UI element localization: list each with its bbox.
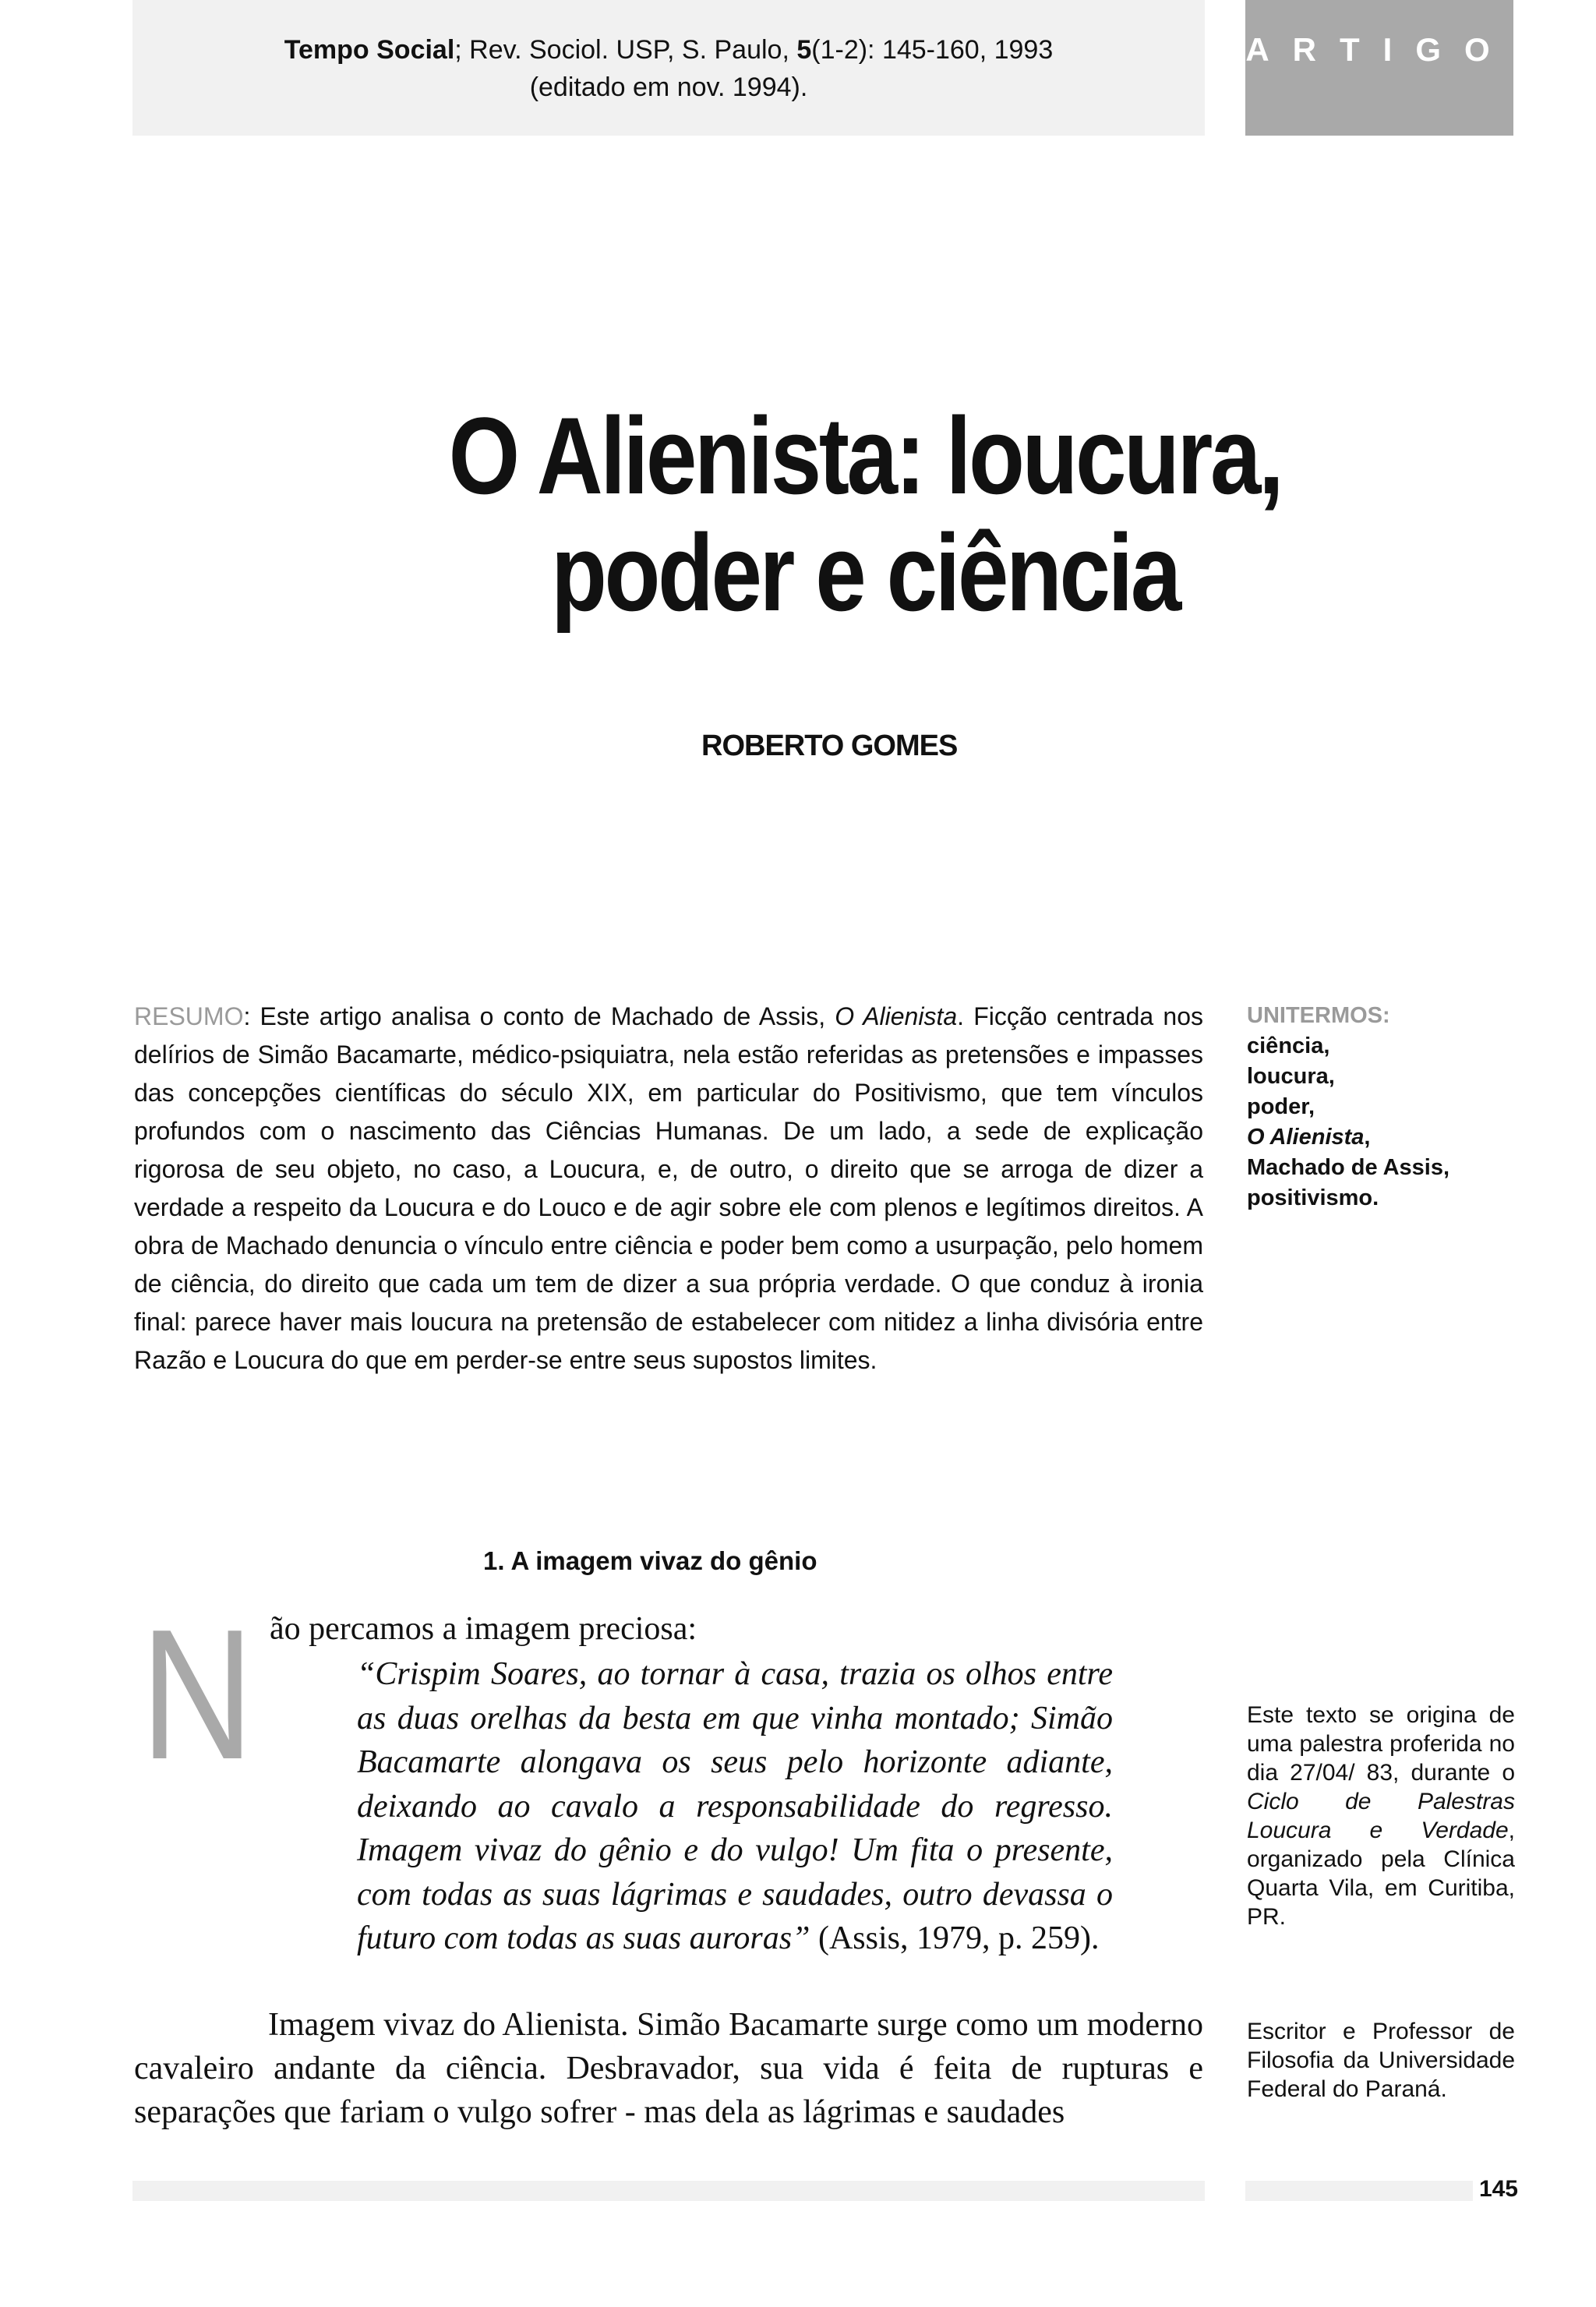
sidenote-origin-end: , organizado pela Clínica Quarta Vila, em Curitiba, PR.: [1247, 1818, 1515, 1930]
section-heading: 1. A imagem vivaz do gênio: [483, 1546, 817, 1575]
keyword-item: ciência,: [1247, 1033, 1330, 1058]
title-line-1: O Alienista: loucura,: [448, 394, 1282, 517]
section-tab: ARTIGO: [1245, 0, 1513, 136]
block-quote: [357, 1652, 1113, 1961]
sidenote-origin-start: Este texto se origina de uma palestra proferida no dia 27/04/ 83, durante o: [1247, 1702, 1515, 1786]
footer-bar-right: [1245, 2181, 1473, 2201]
paragraph-text: Imagem vivaz do Alienista. Simão Bacamarte surge como um moderno cavaleiro andante da ciência. Desbravador, sua vida é feita de rupturas e separações que fariam o vulgo sofrer - mas dela as lágrimas e saudades: [134, 2007, 1203, 2130]
sidenote-origin-event: Ciclo de Palestras Loucura e Verdade: [1247, 1789, 1515, 1843]
page-number: 145: [1478, 2176, 1518, 2202]
abstract: [134, 998, 1203, 1380]
journal-name: Tempo Social: [284, 35, 455, 65]
abstract-text-rest: . Ficção centrada nos delírios de Simão Bacamarte, médico-psiquiatra, nela estão referidas as pretensões e impasses das concepções científicas do século XIX, em particular do Positivismo, que tem vínculos profundos com o nascimento das Ciências Humanas. De um lado, a sede de explicação rigorosa de seu objeto, no caso, a Loucura, e, de outro, o direito que se arroga de dizer a verdade a respeito da Loucura e do Louco e de agir sobre ele com plenos e legítimos direitos. A obra de Machado denuncia o vínculo entre ciência e poder bem como a usurpação, pelo homem de ciência, do direito que cada um tem de dizer a sua própria verdade. O que conduz à ironia final: parece haver mais loucura na pretensão de estabelecer com nitidez a linha divisória entre Razão e Loucura do que em perder-se entre seus supostos limites.: [134, 1002, 1204, 1374]
body-paragraph: [134, 2003, 1203, 2134]
abstract-work-title: O Alienista: [835, 1002, 958, 1030]
keyword-work-suffix: ,: [1364, 1125, 1371, 1150]
keywords-label: UNITERMOS:: [1247, 1003, 1390, 1028]
keywords: [1247, 1001, 1512, 1214]
abstract-text-start: : Este artigo analisa o conto de Machado de Assis,: [243, 1002, 835, 1030]
keyword-item: loucura,: [1247, 1064, 1335, 1089]
title-line-2: poder e ciência: [551, 511, 1179, 634]
article-title: [335, 394, 1396, 634]
keyword-item: positivismo.: [1247, 1185, 1379, 1210]
keyword-work-title: O Alienista: [1247, 1125, 1365, 1150]
footer-bar: [132, 2181, 1205, 2201]
journal-header: [132, 0, 1205, 136]
citation-issue-pages: (1-2): 145-160, 1993: [811, 35, 1054, 65]
journal-citation: [132, 31, 1205, 106]
intro-line: ão percamos a imagem preciosa:: [270, 1611, 697, 1647]
sidenote-author-bio: Escritor e Professor de Filosofia da Universidade Federal do Paraná.: [1247, 2019, 1515, 2102]
abstract-label: RESUMO: [134, 1002, 244, 1030]
citation-volume: 5: [796, 35, 812, 65]
quote-reference: (Assis, 1979, p. 259).: [810, 1920, 1100, 1956]
keyword-item-work: [1247, 1122, 1512, 1153]
drop-cap: N: [140, 1592, 255, 1798]
keyword-item: poder,: [1247, 1094, 1315, 1119]
citation-edited: (editado em nov. 1994).: [529, 72, 808, 102]
keyword-item: Machado de Assis,: [1247, 1155, 1450, 1180]
author-name: ROBERTO GOMES: [701, 730, 958, 762]
citation-text: ; Rev. Sociol. USP, S. Paulo,: [454, 35, 797, 65]
quote-text: “Crispim Soares, ao tornar à casa, trazia os olhos entre as duas orelhas da besta em que vinha montado; Simão Bacamarte alongava os seus pelo horizonte adiante, deixando ao cavalo a responsabilidade do regresso. Imagem vivaz do gênio e do vulgo! Um fita o presente, com todas as suas lágrimas e saudades, outro devassa o futuro com todas as suas auroras”: [357, 1656, 1113, 1956]
sidenote-origin: [1247, 1701, 1515, 1931]
